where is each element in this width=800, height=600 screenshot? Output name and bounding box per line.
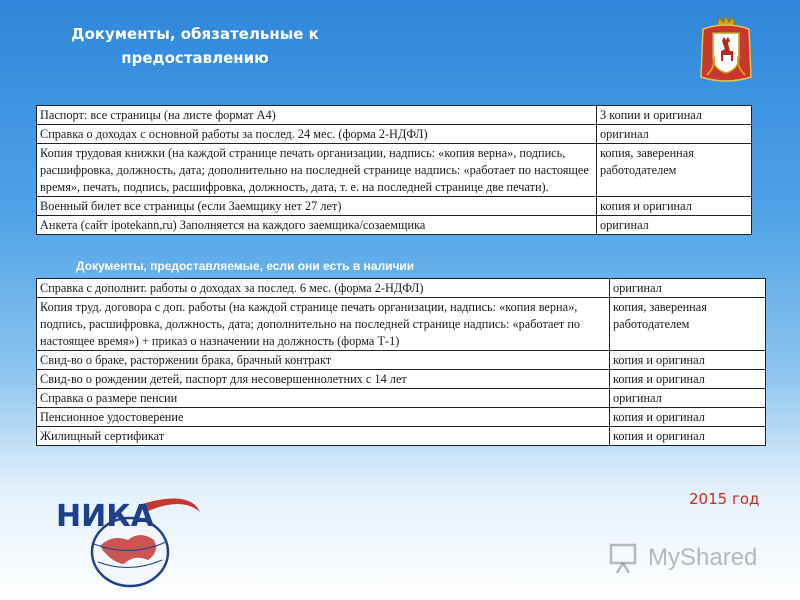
document-requirement: оригинал [597, 125, 752, 144]
document-requirement: оригинал [610, 279, 766, 298]
table-row [37, 106, 752, 125]
myshared-watermark [608, 538, 768, 578]
table-row [37, 279, 766, 298]
document-name: Анкета (сайт ipotekann,ru) Заполняется на каждого заемщика/созаемщика [37, 216, 597, 235]
required-documents-table [36, 105, 752, 235]
document-requirement: оригинал [610, 389, 766, 408]
table-row [37, 125, 752, 144]
logo-text: НИКА [56, 499, 154, 534]
table-row [37, 408, 766, 427]
table-row [37, 216, 752, 235]
document-name: Паспорт: все страницы (на листе формат А4) [37, 106, 597, 125]
optional-documents-table [36, 278, 766, 446]
document-requirement: копия и оригинал [610, 351, 766, 370]
document-requirement: копия, заверенная работодателем [610, 298, 766, 351]
nika-logo [50, 482, 210, 594]
document-requirement: копия и оригинал [610, 370, 766, 389]
table-row [37, 351, 766, 370]
table-row [37, 427, 766, 446]
document-requirement: копия и оригинал [610, 427, 766, 446]
document-requirement: 3 копии и оригинал [597, 106, 752, 125]
document-name: Копия трудовая книжки (на каждой странице печать организации, надпись: «копия верна», подпись, расшифровка, должность, дата; дополнительно на последней странице надпись: «работает по настоящее время», печать, подпись, расшифровка, должность, дата, т. е. на последней странице две печати). [37, 144, 597, 197]
year-label: 2015 год [689, 490, 760, 508]
document-name: Свид-во о браке, расторжении брака, брачный контракт [37, 351, 610, 370]
document-name: Справка о размере пенсии [37, 389, 610, 408]
document-name: Жилищный сертификат [37, 427, 610, 446]
table-row [37, 389, 766, 408]
document-requirement: копия и оригинал [597, 197, 752, 216]
document-requirement: копия и оригинал [610, 408, 766, 427]
table-row [37, 197, 752, 216]
document-requirement: копия, заверенная работодателем [597, 144, 752, 197]
table-row [37, 370, 766, 389]
document-requirement: оригинал [597, 216, 752, 235]
document-name: Справка о доходах с основной работы за послед. 24 мес. (форма 2-НДФЛ) [37, 125, 597, 144]
document-name: Справка с дополнит. работы о доходах за послед. 6 мес. (форма 2-НДФЛ) [37, 279, 610, 298]
document-name: Свид-во о рождении детей, паспорт для несовершеннолетних с 14 лет [37, 370, 610, 389]
presentation-board-icon [608, 541, 642, 575]
slide-title: Документы, обязательные к предоставлению [71, 25, 319, 67]
coat-of-arms-icon [697, 15, 755, 85]
table-row [37, 298, 766, 351]
document-name: Пенсионное удостоверение [37, 408, 610, 427]
table-row [37, 144, 752, 197]
document-name: Военный билет все страницы (если Заемщику нет 27 лет) [37, 197, 597, 216]
watermark-text: MyShared [648, 544, 758, 571]
document-name: Копия труд. договора с доп. работы (на каждой странице печать организации, надпись: «копия верна», подпись, расшифровка, должность, дата; дополнительно на последней странице надпись: «работает по настоящее время») + приказ о назначении на должность (форма Т-1) [37, 298, 610, 351]
section-title-optional: Документы, предоставляемые, если они есть в наличии [76, 259, 415, 273]
